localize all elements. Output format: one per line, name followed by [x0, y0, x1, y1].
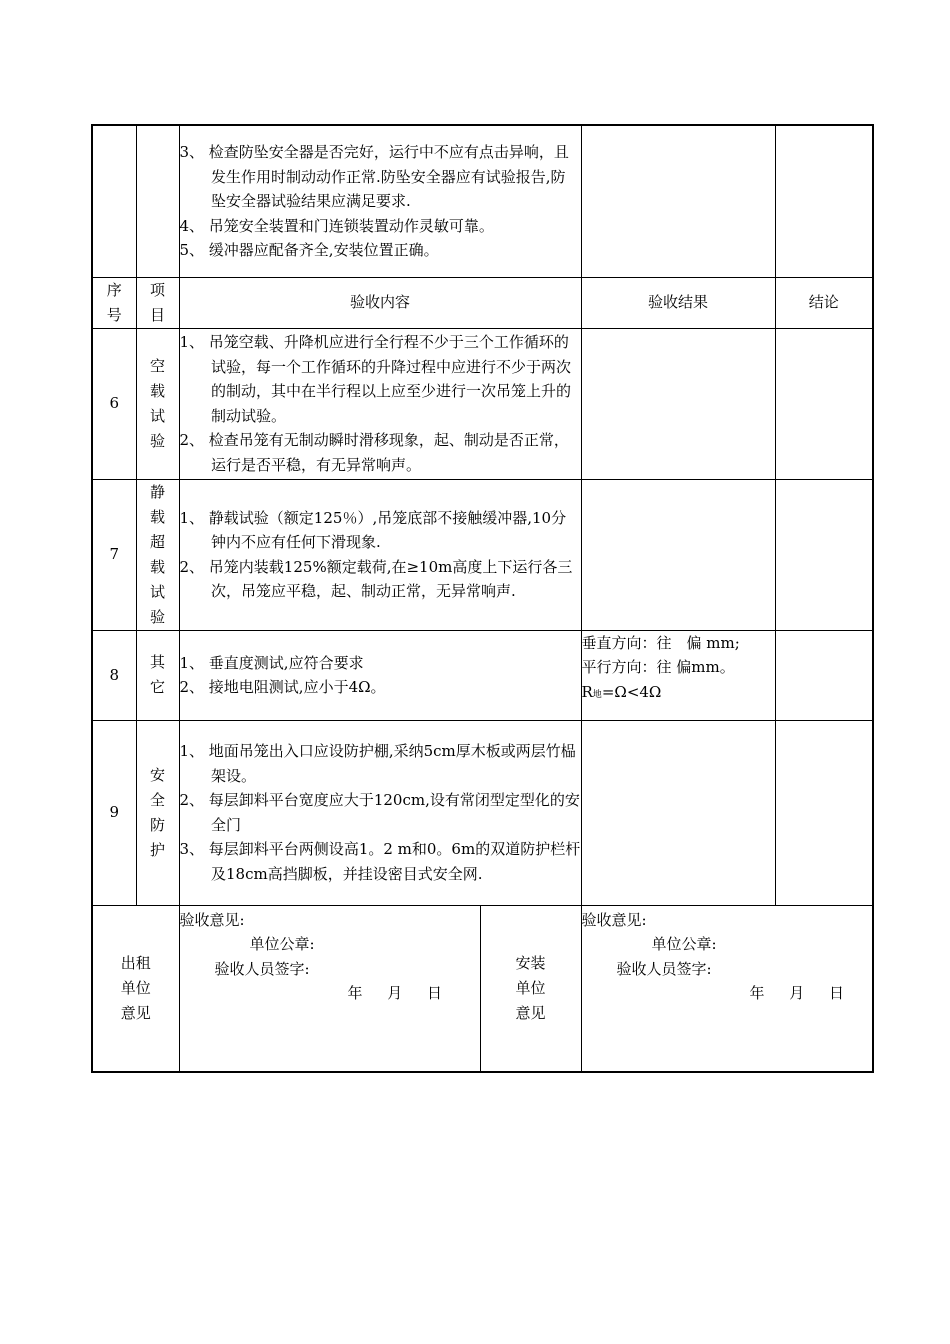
- content-line: 1、 地面吊笼出入口应设防护棚,采纳5cm厚木板或两层竹榀架设。: [179, 742, 576, 785]
- row-number: 8: [92, 630, 136, 720]
- opinion-label: 验收意见:: [581, 910, 647, 929]
- row-number: 6: [92, 328, 136, 479]
- row-item: 安全防护: [136, 720, 179, 905]
- result-cell: [581, 328, 775, 479]
- row-item: 空载试验: [136, 328, 179, 479]
- content-cell: [179, 125, 581, 277]
- header-item: 项目: [136, 277, 179, 328]
- row-number: 7: [92, 479, 136, 630]
- installer-label: 安装单位意见: [480, 905, 581, 1072]
- conclusion-cell: [775, 125, 873, 277]
- conclusion-cell: [775, 720, 873, 905]
- table-row-continued: [92, 125, 873, 277]
- installer-opinion: [581, 905, 873, 1072]
- opinion-label: 验收意见:: [179, 910, 245, 929]
- date-label: 年 月 日: [347, 984, 443, 1002]
- content-cell: [179, 328, 581, 479]
- row-item: 其它: [136, 630, 179, 720]
- table-row: [92, 328, 873, 479]
- content-line: 3、 每层卸料平台两侧设高1。2 m和0。6m的双道防护栏杆及18cm高挡脚板，并挂设密目式安全网.: [179, 840, 581, 883]
- conclusion-cell: [775, 630, 873, 720]
- conclusion-cell: [775, 479, 873, 630]
- content-line: 1、 静载试验（额定125％）,吊笼底部不接触缓冲器,10分钟内不应有任何下滑现象.: [179, 508, 567, 551]
- content-cell: [179, 720, 581, 905]
- table-row: [92, 630, 873, 720]
- content-line: 2、 每层卸料平台宽度应大于120cm,设有常闭型定型化的安全门: [179, 791, 580, 834]
- acceptance-table: [91, 124, 874, 1073]
- result-cell: [581, 720, 775, 905]
- content-line: 4、 吊笼安全装置和门连锁装置动作灵敏可靠。: [179, 216, 494, 235]
- item-cell-empty: [136, 125, 179, 277]
- header-conclusion: 结论: [775, 277, 873, 328]
- signature-label: 验收人员签字:: [616, 959, 712, 978]
- date-label: 年 月 日: [749, 984, 845, 1002]
- seq-cell-empty: [92, 125, 136, 277]
- row-number: 9: [92, 720, 136, 905]
- vertical-deviation: 垂直方向：往 偏 mm;: [581, 633, 740, 652]
- header-content: 验收内容: [179, 277, 581, 328]
- result-cell: [581, 125, 775, 277]
- header-result: 验收结果: [581, 277, 775, 328]
- content-line: 1、 垂直度测试,应符合要求: [179, 653, 364, 672]
- lessor-label: 出租单位意见: [92, 905, 179, 1072]
- result-cell: [581, 630, 775, 720]
- content-line: 2、 接地电阻测试,应小于4Ω。: [179, 678, 386, 696]
- content-cell: [179, 479, 581, 630]
- parallel-deviation: 平行方向：往 偏mm。: [581, 658, 735, 676]
- table-row: [92, 720, 873, 905]
- conclusion-cell: [775, 328, 873, 479]
- lessor-opinion: [179, 905, 480, 1072]
- opinion-row: [92, 905, 873, 1072]
- header-seq: 序号: [92, 277, 136, 328]
- content-line: 2、 吊笼内装载125%额定载荷,在≥10m高度上下运行各三次，吊笼应平稳，起、制动正常，无异常响声.: [179, 557, 573, 600]
- table-row: [92, 479, 873, 630]
- ground-resistance: R地=Ω<4Ω: [581, 682, 662, 701]
- signature-label: 验收人员签字:: [214, 959, 310, 978]
- seal-label: 单位公章:: [651, 935, 717, 953]
- content-line: 3、 检查防坠安全器是否完好，运行中不应有点击异响，且发生作用时制动动作正常.防坠安全器应有试验报告,防坠安全器试验结果应满足要求.: [179, 143, 569, 210]
- row-item: 静载超载试验: [136, 479, 179, 630]
- result-cell: [581, 479, 775, 630]
- content-cell: [179, 630, 581, 720]
- content-line: 2、 检查吊笼有无制动瞬时滑移现象，起、制动是否正常，运行是否平稳，有无异常响声。: [179, 431, 569, 474]
- content-line: 5、 缓冲器应配备齐全,安装位置正确。: [179, 241, 439, 259]
- content-line: 1、 吊笼空载、升降机应进行全行程不少于三个工作循环的试验，每一个工作循环的升降过程中应进行不少于两次的制动，其中在半行程以上应至少进行一次吊笼上升的制动试验。: [179, 333, 572, 425]
- table-header-row: [92, 277, 873, 328]
- seal-label: 单位公章:: [249, 935, 315, 953]
